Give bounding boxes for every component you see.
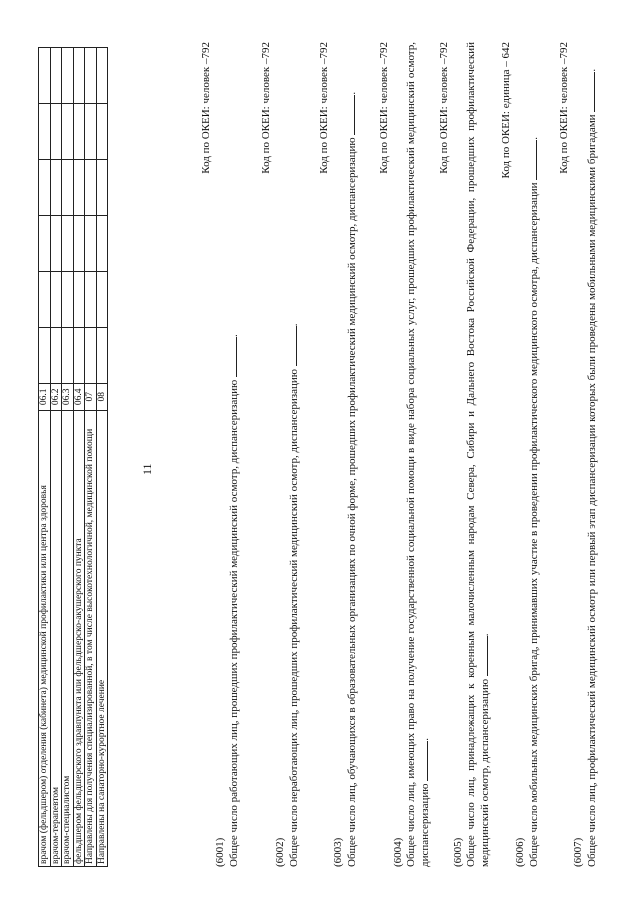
empty-cell (50, 327, 62, 383)
table-row (85, 48, 97, 867)
empty-cell (62, 215, 74, 271)
section-item (500, 42, 541, 867)
empty-cell (62, 271, 74, 327)
empty-cell (73, 103, 85, 159)
section-text: Общее число лиц, профилактический медицинский осмотр или первый этап диспансеризации которых были проведены мобильными медицинскими бригадами . (586, 68, 598, 867)
empty-cell (39, 103, 51, 159)
section-text: Общее число лиц, имеющих право на получение государственной социальной помощи в виде набора социальных услуг, прошедших профилактический медицинский осмотр, диспансеризацию . (405, 42, 431, 867)
row-code: 06.2 (50, 383, 62, 410)
empty-cell (39, 271, 51, 327)
section-item (378, 42, 432, 867)
section-number: (6004) (392, 837, 404, 867)
empty-cell (96, 159, 108, 215)
empty-cell (85, 271, 97, 327)
empty-cell (85, 159, 97, 215)
empty-cell (73, 159, 85, 215)
empty-cell (50, 159, 62, 215)
empty-cell (39, 215, 51, 271)
okei-code: Код по ОКЕИ: человек –792 (438, 42, 450, 174)
empty-cell (39, 48, 51, 104)
section-item (438, 42, 492, 867)
okei-code: Код по ОКЕИ: единица – 642 (500, 42, 512, 179)
empty-cell (50, 48, 62, 104)
empty-cell (73, 327, 85, 383)
okei-code: Код по ОКЕИ: человек –792 (318, 42, 330, 174)
table-row (73, 48, 85, 867)
row-code: 06.1 (39, 383, 51, 410)
section-number: (6002) (274, 837, 286, 867)
empty-cell (96, 271, 108, 327)
row-code: 06.4 (73, 383, 85, 410)
table-row (50, 48, 62, 867)
okei-code: Код по ОКЕИ: человек –792 (260, 42, 272, 174)
fill-in-line[interactable] (527, 140, 537, 180)
section-number: (6001) (214, 837, 226, 867)
empty-cell (73, 48, 85, 104)
table-row (39, 48, 51, 867)
row-code: 07 (85, 383, 97, 410)
empty-cell (85, 103, 97, 159)
fill-in-line[interactable] (287, 326, 297, 366)
table-row (62, 48, 74, 867)
empty-cell (39, 159, 51, 215)
empty-cell (39, 327, 51, 383)
empty-cell (50, 215, 62, 271)
section-text: Общее число лиц, принадлежащих к коренным малочисленным народам Севера, Сибири и Дальнего Востока Российской Федерации, прошедших профилактический медицинский осмотр, диспансеризацию . (465, 42, 491, 867)
row-label: врачом-специалистом (62, 410, 74, 866)
row-code: 06.3 (62, 383, 74, 410)
fill-in-line[interactable] (585, 72, 595, 112)
section-number: (6005) (452, 837, 464, 867)
page-number: 11 (140, 463, 154, 475)
section-number: (6006) (514, 837, 526, 867)
empty-cell (62, 159, 74, 215)
okei-code: Код по ОКЕИ: человек –792 (200, 42, 212, 174)
section-item (558, 42, 599, 867)
empty-cell (62, 48, 74, 104)
empty-cell (85, 327, 97, 383)
section-text: Общее число работающих лиц, прошедших профилактический медицинский осмотр, диспансеризацию . (228, 334, 240, 867)
empty-cell (96, 48, 108, 104)
section-number: (6007) (572, 837, 584, 867)
table-row (96, 48, 108, 867)
okei-code: Код по ОКЕИ: человек –792 (378, 42, 390, 174)
empty-cell (73, 215, 85, 271)
row-label: фельдшером фельдшерского здравпункта или фельдшерско-акушерского пункта (73, 410, 85, 866)
empty-cell (96, 327, 108, 383)
section-item (318, 42, 359, 867)
row-label: врачом-терапевтом (50, 410, 62, 866)
row-label: Направлены для получения специализированной, в том числе высокотехнологичной, медицинской помощи (85, 410, 97, 866)
section-item (260, 42, 301, 867)
empty-cell (96, 215, 108, 271)
section-text: Общее число неработающих лиц, прошедших профилактический медицинский осмотр, диспансеризацию . (288, 323, 300, 867)
section-text: Общее число лиц, обучающихся в образовательных организациях по очной форме, прошедших профилактический медицинский осмотр, диспансеризацию . (346, 91, 358, 867)
section-number: (6003) (332, 837, 344, 867)
fill-in-line[interactable] (418, 741, 428, 781)
section-item (200, 42, 241, 867)
fill-in-line[interactable] (227, 337, 237, 377)
row-label: Направлены на санаторно-курортное лечение (96, 410, 108, 866)
section-text: Общее число мобильных медицинских бригад, принимавших участие в проведении профилактического медицинского осмотра, диспансеризации . (528, 136, 540, 867)
fill-in-line[interactable] (478, 636, 488, 676)
empty-cell (96, 103, 108, 159)
empty-cell (85, 215, 97, 271)
empty-cell (62, 327, 74, 383)
empty-cell (50, 271, 62, 327)
empty-cell (62, 103, 74, 159)
statistics-table (38, 47, 108, 867)
empty-cell (85, 48, 97, 104)
row-code: 08 (96, 383, 108, 410)
empty-cell (73, 271, 85, 327)
fill-in-line[interactable] (345, 95, 355, 135)
okei-code: Код по ОКЕИ: человек –792 (558, 42, 570, 174)
row-label: врачом (фельдшером) отделения (кабинета) медицинской профилактики или центра здоровья (39, 410, 51, 866)
empty-cell (50, 103, 62, 159)
